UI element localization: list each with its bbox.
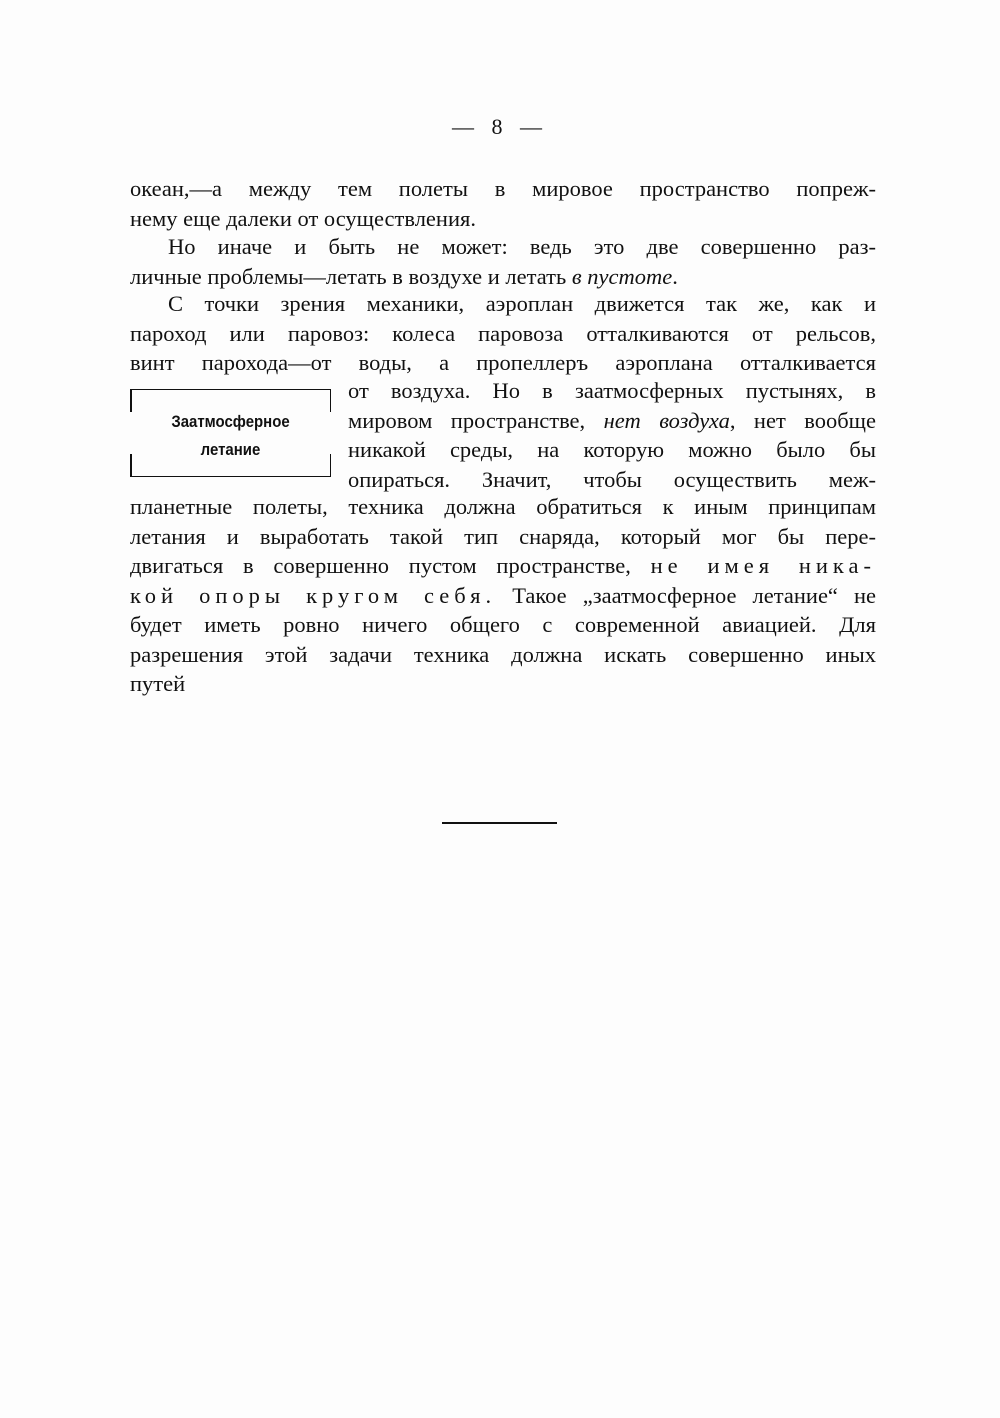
box-bracket [330,454,332,476]
text-run: мировом пространстве, [348,407,604,433]
text-line: океан,—а между тем полеты в мировое пространство попреж- [130,176,876,201]
paragraph-2 [130,232,876,291]
box-bracket [130,390,132,412]
text-line: путей [130,671,186,696]
box-bracket [330,390,332,412]
text-line: никакой среды, на которую можно было бы [348,437,876,462]
paragraph-3-end [130,492,876,699]
text-line: опираться. Значит, чтобы осуществить меж- [348,466,876,492]
italic-phrase: нет воздуха [603,407,730,433]
text-line: нему еще далеки от осуществления. [130,205,476,231]
text-line: С точки зрения механики, аэроплан движется так же, как и [168,291,876,316]
text-line [130,581,876,611]
paragraph-3 [130,289,876,378]
text-line: разрешения этой задачи техника должна искать совершенно иных [130,641,876,667]
text-run: личные проблемы—летать в воздухе и летать [130,263,572,289]
text-line: Но иначе и быть не может: ведь это две совершенно раз- [168,234,876,259]
spaced-emphasis: кой опоры кругом себя. [130,582,497,608]
text-line: летания и выработать такой тип снаряда, который мог бы пере- [130,523,876,549]
text-line: пароход или паровоз: колеса паровоза отталкиваются от рельсов, [130,320,876,346]
text-line [130,551,876,581]
section-end-rule [442,822,557,824]
text-run: двигаться в совершенно пустом пространстве, [130,553,651,578]
text-line: планетные полеты, техника должна обратиться к иным принципам [130,494,876,519]
text-line: винт парохода—от воды, а пропеллеръ аэроплана отталкивается [130,350,876,375]
text-run: . [672,263,678,289]
text-line: от воздуха. Но в заатмосферных пустынях, в [348,378,876,403]
paragraph-1 [130,174,876,233]
text-run: Такое „заатмосферное летание“ не [496,582,877,608]
text-line [130,262,876,292]
text-line [348,406,876,436]
page-number: — 8 — [452,114,548,139]
margin-note-line: летание [200,440,261,459]
italic-phrase: в пустоте [571,263,673,289]
margin-note-line: Заатмосферное [171,412,290,431]
box-bracket [130,454,132,476]
margin-note-title [142,408,319,464]
margin-note-box [130,389,331,477]
spaced-emphasis: не имея ника- [650,553,876,578]
text-run: , нет вообще [729,407,876,433]
text-line: будет иметь ровно ничего общего с современной авиацией. Для [130,612,876,637]
paragraph-3-continued [348,376,876,494]
